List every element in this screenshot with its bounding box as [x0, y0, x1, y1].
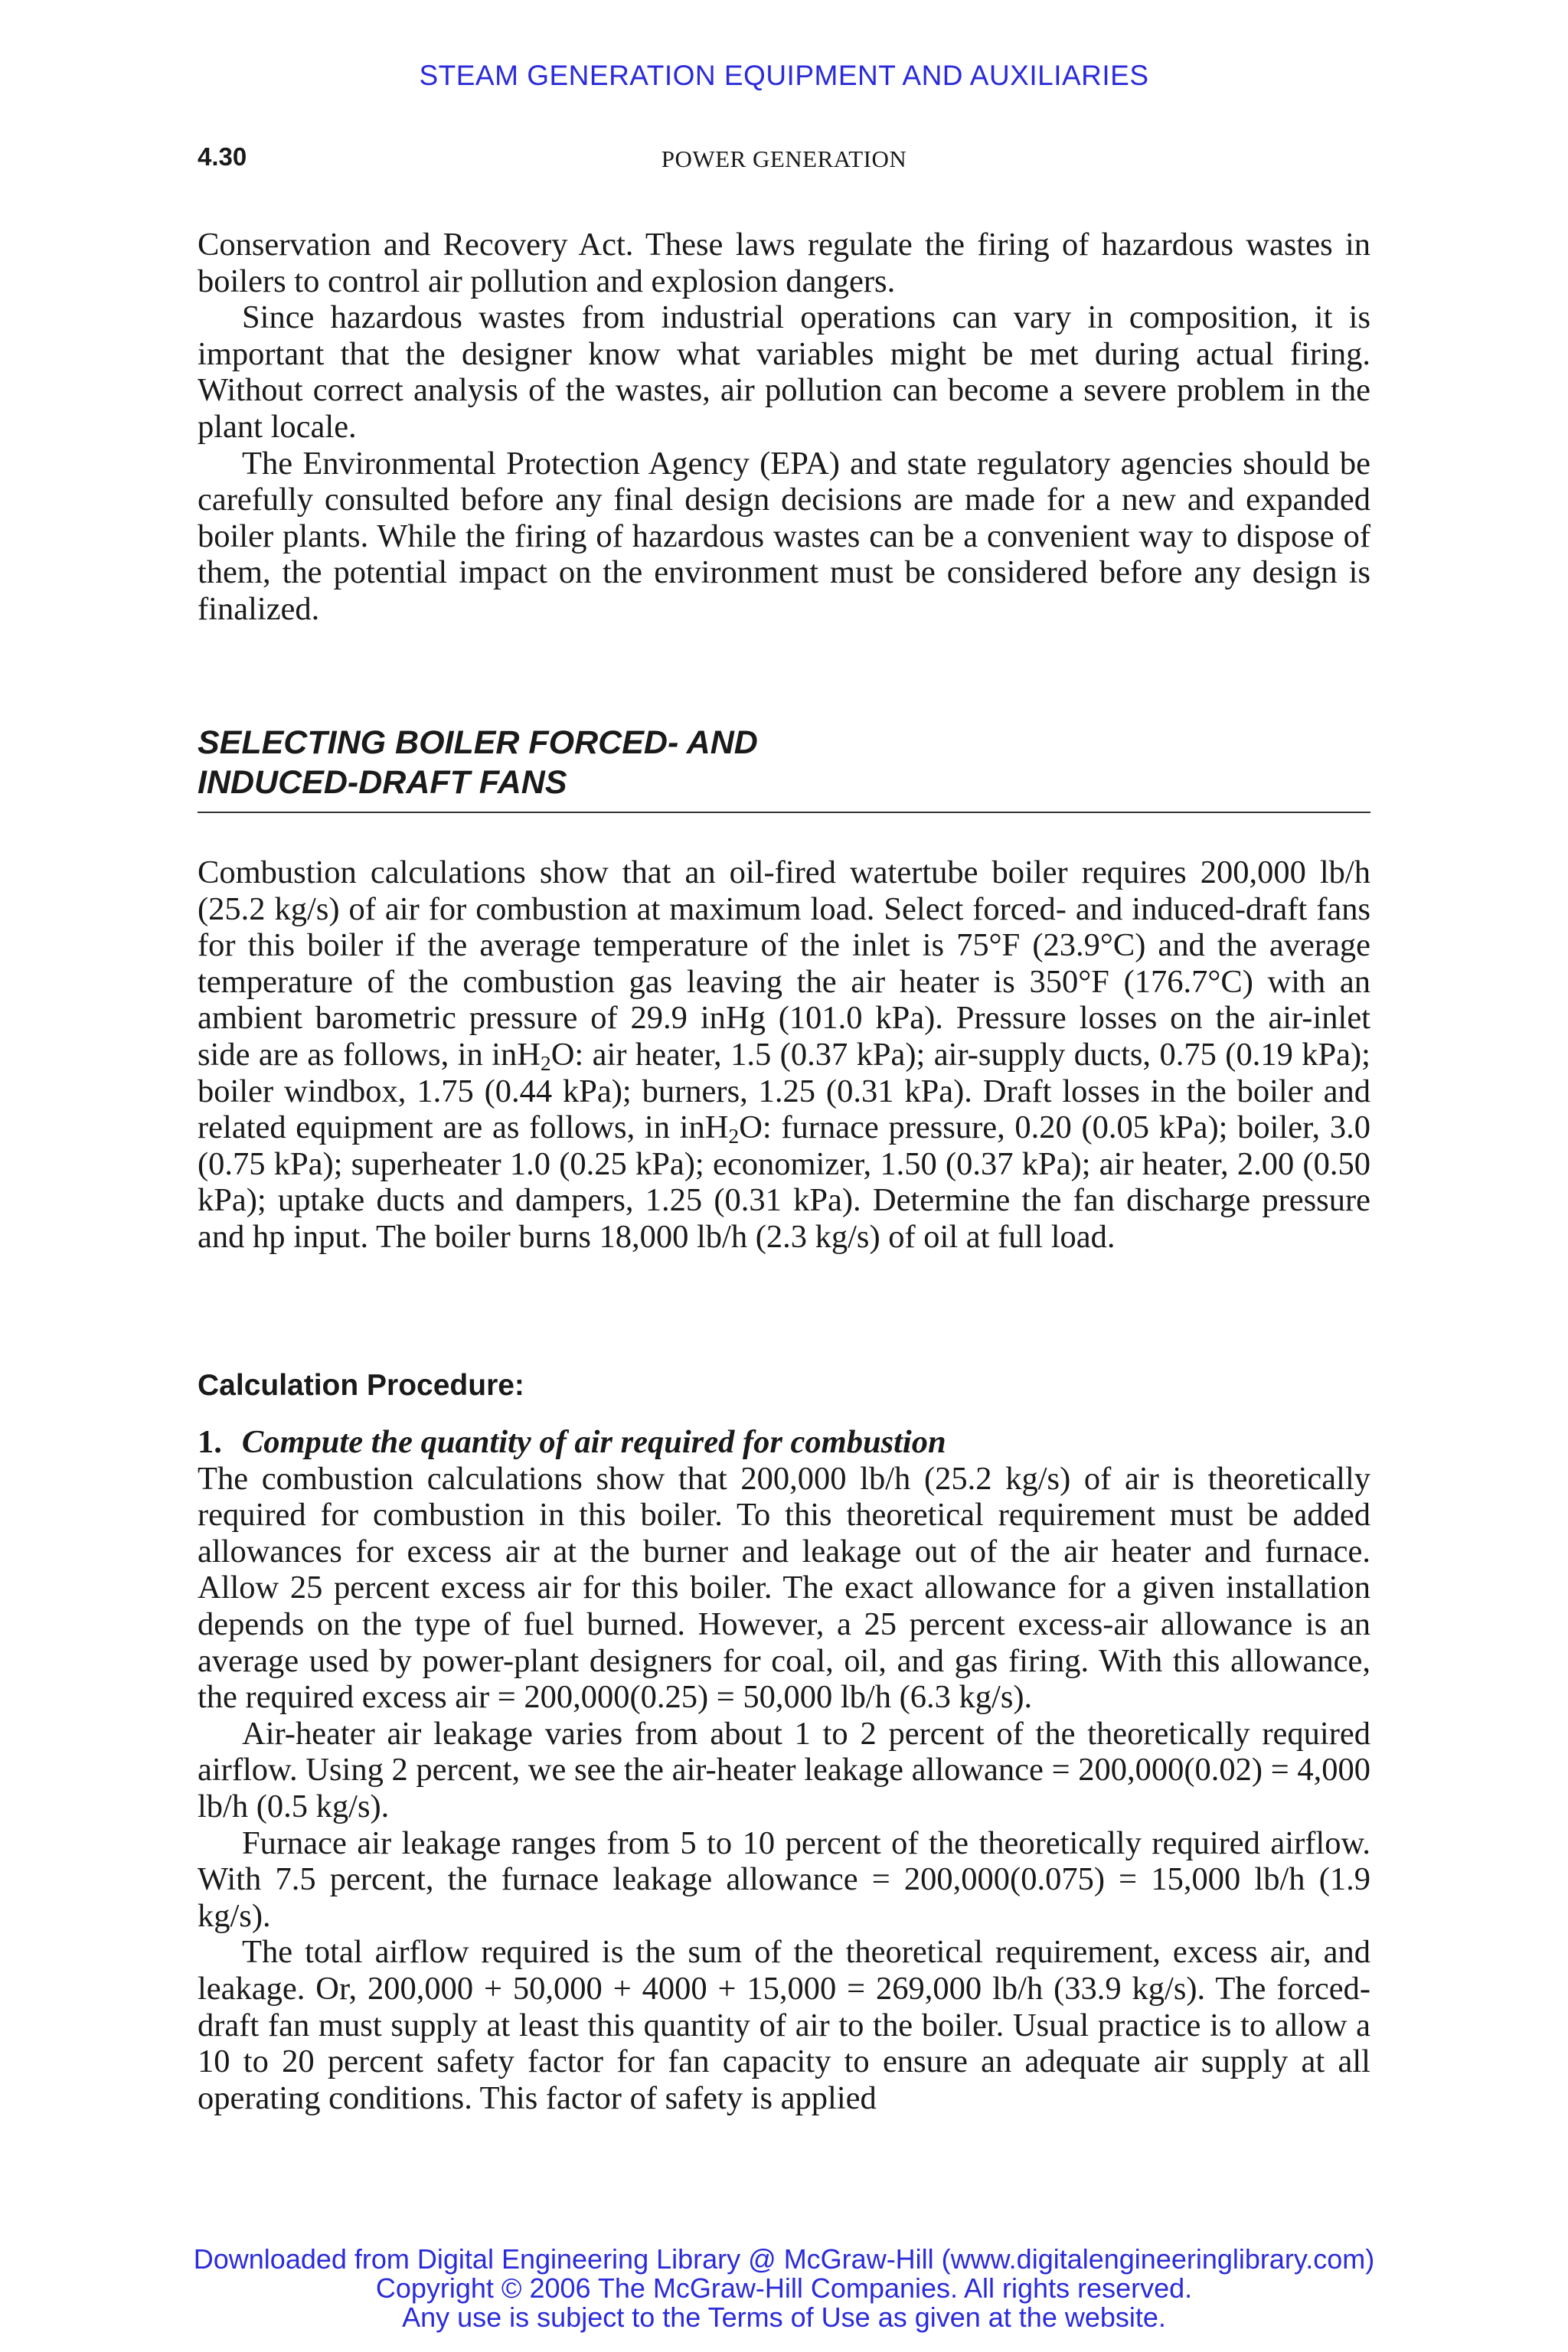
section-title-line: SELECTING BOILER FORCED- AND — [198, 724, 758, 761]
subscript: 2 — [540, 1050, 551, 1075]
top-section-link[interactable]: STEAM GENERATION EQUIPMENT AND AUXILIARIES — [419, 60, 1149, 91]
text-run: O: air heater, 1.5 (0.37 kPa); air-supply ducts, 0.75 (0.19 kPa); boiler windbox, 1.75 (0.44 kPa); burners, 1.25 (0.31 kPa). Draft losses in the boiler and related equipment are as follows, in inH — [198, 1036, 1370, 1146]
text-run: Combustion calculations show that an oil-fired watertube boiler requires 200,000 lb/h (25.2 kg/s) of air for combustion at maximum load. Select forced- and induced-draft fans for this boiler if the average temperature of the inlet is 75°F (23.9°C) and the average temperature of the combustion gas leaving the air heater is 350°F (176.7°C) with an ambient barometric pressure of 29.9 inHg (101.0 kPa). Pressure losses on the air-inlet side are as follows, in inH — [198, 854, 1370, 1073]
paragraph: Air-heater air leakage varies from about 1 to 2 percent of the theoretically required airflow. Using 2 percent, we see the air-heater leakage allowance = 200,000(0.02) = 4,000 lb/h (0.5 kg/s). — [198, 1715, 1370, 1824]
calculation-procedure-heading: Calculation Procedure: — [198, 1369, 524, 1402]
section-title — [198, 723, 1370, 813]
section-title-line: INDUCED-DRAFT FANS — [198, 764, 567, 801]
step-number: 1. — [198, 1424, 222, 1460]
step-1 — [198, 1424, 1370, 2116]
step-title: Compute the quantity of air required for combustion — [241, 1424, 946, 1460]
footer-download-link[interactable]: Downloaded from Digital Engineering Library @ McGraw-Hill (www.digitalengineeringlibrary.com) — [193, 2243, 1375, 2275]
text-run: O: furnace pressure, 0.20 (0.05 kPa); boiler, 3.0 (0.75 kPa); superheater 1.0 (0.25 kPa); economizer, 1.50 (0.37 kPa); air heater, 2.00 (0.50 kPa); uptake ducts and dampers, 1.25 (0.31 kPa). Determine the fan discharge pressure and hp input. The boiler burns 18,000 lb/h (2.3 kg/s) of oil at full load. — [198, 1109, 1370, 1255]
paragraph: The Environmental Protection Agency (EPA) and state regulatory agencies should be carefully consulted before any final design decisions are made for a new and expanded boiler plants. While the firing of hazardous wastes can be a convenient way to dispose of them, the potential impact on the environment must be considered before any design is finalized. — [198, 445, 1370, 627]
paragraph: The total airflow required is the sum of the theoretical requirement, excess air, and leakage. Or, 200,000 + 50,000 + 4000 + 15,000 = 269,000 lb/h (33.9 kg/s). The forced-draft fan must supply at least this quantity of air to the boiler. Usual practice is to allow a 10 to 20 percent safety factor for fan capacity to ensure an adequate air supply at all operating conditions. This factor of safety is applied — [198, 1934, 1370, 2116]
paragraph: Conservation and Recovery Act. These laws regulate the firing of hazardous wastes in boilers to control air pollution and explosion dangers. — [198, 227, 1370, 299]
paragraph: The combustion calculations show that 200,000 lb/h (25.2 kg/s) of air is theoretically required for combustion in this boiler. To this theoretical requirement must be added allowances for excess air at the burner and leakage out of the air heater and furnace. Allow 25 percent excess air for this boiler. The exact allowance for a given installation depends on the type of fuel burned. However, a 25 percent excess-air allowance is an average used by power-plant designers for coal, oil, and gas firing. With this allowance, the required excess air = 200,000(0.25) = 50,000 lb/h (6.3 kg/s). — [198, 1460, 1370, 1716]
running-title: POWER GENERATION — [661, 145, 907, 172]
problem-statement — [198, 854, 1370, 1256]
running-head — [198, 142, 1370, 181]
footer-terms-link[interactable]: Any use is subject to the Terms of Use as given at the website. — [402, 2301, 1166, 2333]
footer — [0, 2245, 1568, 2332]
paragraph — [198, 854, 1370, 1256]
footer-copyright: Copyright © 2006 The McGraw-Hill Companies. All rights reserved. — [375, 2272, 1193, 2304]
paragraph: Furnace air leakage ranges from 5 to 10 percent of the theoretically required airflow. With 7.5 percent, the furnace leakage allowance = 200,000(0.075) = 15,000 lb/h (1.9 kg/s). — [198, 1824, 1370, 1934]
page-number: 4.30 — [198, 142, 247, 171]
intro-text — [198, 227, 1370, 628]
paragraph: Since hazardous wastes from industrial operations can vary in composition, it is important that the designer know what variables might be met during actual firing. Without correct analysis of the wastes, air pollution can become a severe problem in the plant locale. — [198, 299, 1370, 445]
step-heading — [198, 1424, 1370, 1461]
subscript: 2 — [728, 1124, 740, 1148]
